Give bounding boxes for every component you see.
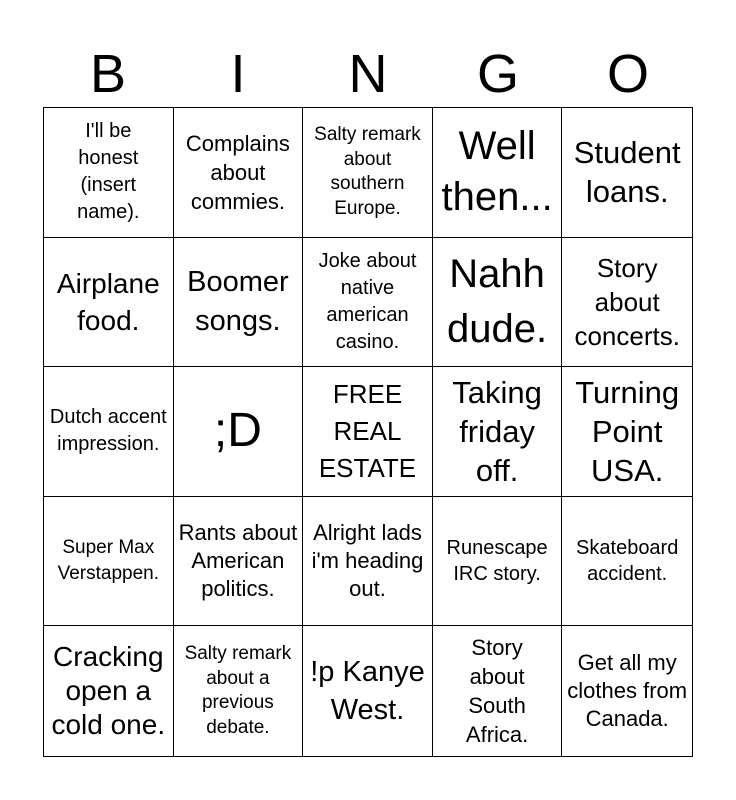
bingo-header (43, 40, 693, 108)
cell-label: Student loans. (573, 135, 681, 210)
cell-label: Complains about commies. (185, 130, 290, 214)
cell-label: Rants about American politics. (178, 520, 298, 602)
cell-label: Dutch accent impression. (49, 406, 167, 456)
cell-label: Get all my clothes from Canada. (567, 650, 688, 732)
bingo-cell[interactable] (433, 367, 563, 497)
cell-label: Super Max Verstappen. (57, 537, 159, 585)
bingo-cell[interactable] (303, 108, 433, 238)
cell-label: Joke about native american casino. (318, 249, 417, 353)
header-letter-i: I (230, 44, 246, 104)
cell-label: Salty remark about a previous debate. (184, 643, 292, 738)
header-letter-o: O (606, 44, 649, 104)
bingo-cell[interactable] (562, 497, 692, 627)
cell-label: ;D (213, 404, 262, 458)
bingo-board (43, 107, 693, 757)
bingo-cell[interactable] (44, 108, 174, 238)
cell-label: Story about concerts. (574, 252, 680, 351)
bingo-cell[interactable] (174, 238, 304, 368)
cell-label: Story about South Africa. (465, 635, 529, 748)
bingo-cell[interactable] (303, 626, 433, 756)
bingo-cell[interactable] (562, 367, 692, 497)
bingo-cell[interactable] (44, 238, 174, 368)
header-letter-n: N (348, 44, 388, 104)
bingo-cell[interactable] (433, 626, 563, 756)
cell-label: Turning Point USA. (575, 374, 680, 488)
bingo-cell[interactable] (303, 238, 433, 368)
bingo-cell[interactable] (303, 497, 433, 627)
cell-label: Taking friday off. (452, 374, 542, 488)
bingo-cell[interactable] (433, 497, 563, 627)
bingo-cell[interactable] (44, 367, 174, 497)
cell-label: FREE REAL ESTATE (318, 378, 417, 483)
bingo-cell[interactable] (44, 497, 174, 627)
header-letter-g: G (476, 44, 519, 104)
cell-label: Cracking open a cold one. (51, 641, 166, 741)
cell-label: Salty remark about southern Europe. (314, 124, 421, 219)
cell-label: Boomer songs. (187, 265, 289, 337)
cell-label: Airplane food. (56, 267, 160, 336)
bingo-cell[interactable] (433, 238, 563, 368)
bingo-cell[interactable] (174, 626, 304, 756)
cell-label: Well then... (441, 124, 553, 220)
cell-label: Nahh dude. (447, 251, 548, 351)
bingo-cell[interactable] (174, 497, 304, 627)
cell-label: Runescape IRC story. (446, 537, 548, 586)
bingo-cell[interactable] (562, 108, 692, 238)
bingo-cell[interactable] (562, 238, 692, 368)
cell-label: Skateboard accident. (576, 537, 679, 586)
bingo-cell[interactable] (174, 108, 304, 238)
cell-label: !p Kanye West. (310, 656, 425, 727)
cell-label: I'll be honest (insert name). (77, 120, 140, 224)
cell-label: Alright lads i'm heading out. (311, 520, 424, 602)
bingo-cell[interactable] (433, 108, 563, 238)
bingo-cell[interactable] (303, 367, 433, 497)
bingo-cell[interactable] (174, 367, 304, 497)
bingo-cell[interactable] (562, 626, 692, 756)
header-letter-b: B (89, 44, 127, 104)
bingo-cell[interactable] (44, 626, 174, 756)
